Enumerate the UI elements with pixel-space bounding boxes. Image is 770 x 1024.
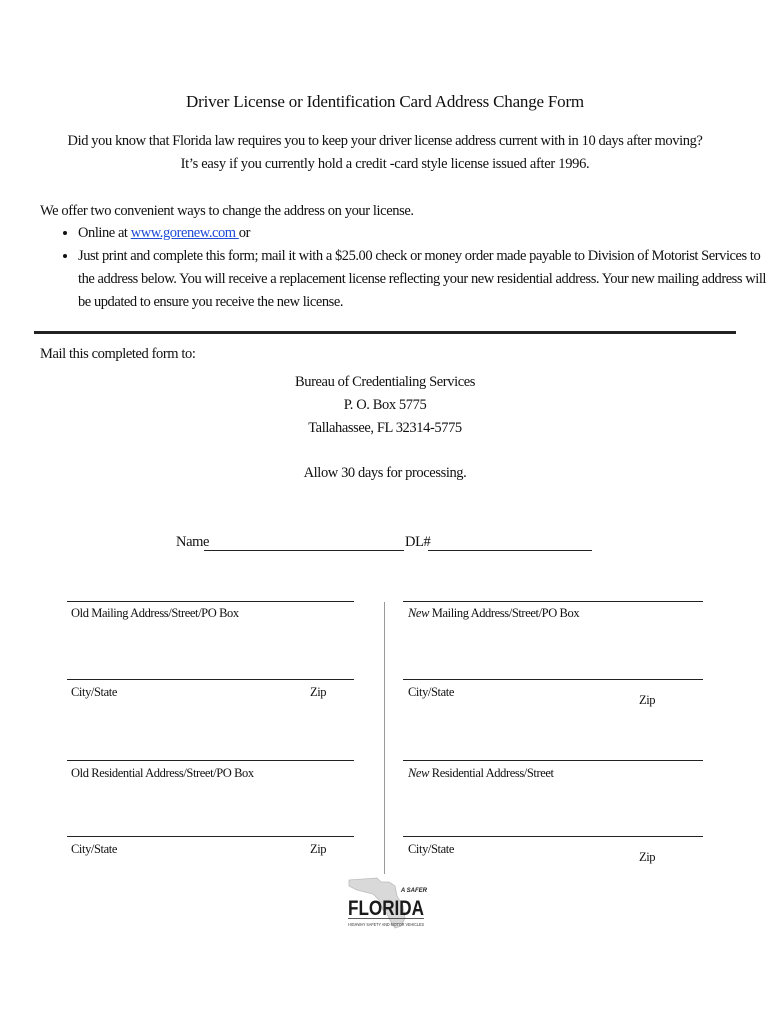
intro-line-2: It’s easy if you currently hold a credit -card style license issued after 1996. [180,156,590,172]
new-residential-new-word: New [408,766,430,780]
form-title: Driver License or Identification Card Address Change Form [186,92,584,111]
dl-input-line[interactable] [428,550,592,551]
option-online [78,222,768,245]
name-input-line[interactable] [204,550,404,551]
options-list [40,222,768,314]
old-mailing-city-line[interactable] [67,679,354,680]
processing-note: Allow 30 days for processing. [303,465,467,481]
intro-line-1: Did you know that Florida law requires you to keep your driver license address current with in 10 days after moving? [67,133,703,149]
old-mailing-city-label: City/State [71,685,118,699]
old-residential-line[interactable] [67,760,354,761]
old-mailing-zip-label: Zip [310,685,327,699]
option-online-suffix: or [238,225,250,241]
new-residential-city-label: City/State [408,842,455,856]
florida-map-icon [343,876,429,936]
option-mail: • Just print and complete this form; mail it with a $25.00 check or money order made payable to Division of Motorist Services to the address below. You will receive a replacement license reflecting your new residential address. Your new mailing address will be updated to ensure you receive the new license. [78,245,768,314]
logo-wordmark: FLORIDA [348,897,424,920]
old-residential-zip-label: Zip [310,842,327,856]
old-residential-city-line[interactable] [67,836,354,837]
po-box: P. O. Box 5775 [343,397,427,413]
city-zip: Tallahassee, FL 32314-5775 [308,420,462,436]
new-residential-label-text: Residential Address/Street [429,766,554,780]
old-residential-city-label: City/State [71,842,118,856]
logo-subtitle: HIGHWAY SAFETY AND MOTOR VEHICLES [348,922,425,927]
old-mailing-line[interactable] [67,601,354,602]
florida-hsmv-logo [343,876,429,936]
new-residential-line[interactable] [403,760,703,761]
new-mailing-city-line[interactable] [403,679,703,680]
gorenew-link[interactable]: www.gorenew.com [130,225,239,241]
mail-to-heading: Mail this completed form to: [40,346,196,362]
new-mailing-label-text: Mailing Address/Street/PO Box [429,606,580,620]
section-divider [34,331,736,334]
new-residential-city-line[interactable] [403,836,703,837]
new-mailing-label [408,606,579,621]
old-residential-label: Old Residential Address/Street/PO Box [71,766,254,780]
old-mailing-label: Old Mailing Address/Street/PO Box [71,606,239,620]
offer-heading: We offer two convenient ways to change the address on your license. [40,203,414,219]
new-residential-label [408,766,554,781]
name-label: Name [176,534,210,550]
column-divider [384,602,385,874]
new-residential-zip-label: Zip [639,850,656,864]
dl-label: DL# [405,534,431,550]
new-mailing-zip-label: Zip [639,693,656,707]
option-online-prefix: Online at [78,225,131,241]
new-mailing-city-label: City/State [408,685,455,699]
new-mailing-line[interactable] [403,601,703,602]
logo-tagline: A SAFER [400,888,427,894]
new-mailing-new-word: New [408,606,430,620]
bureau-name: Bureau of Credentialing Services [294,374,476,390]
